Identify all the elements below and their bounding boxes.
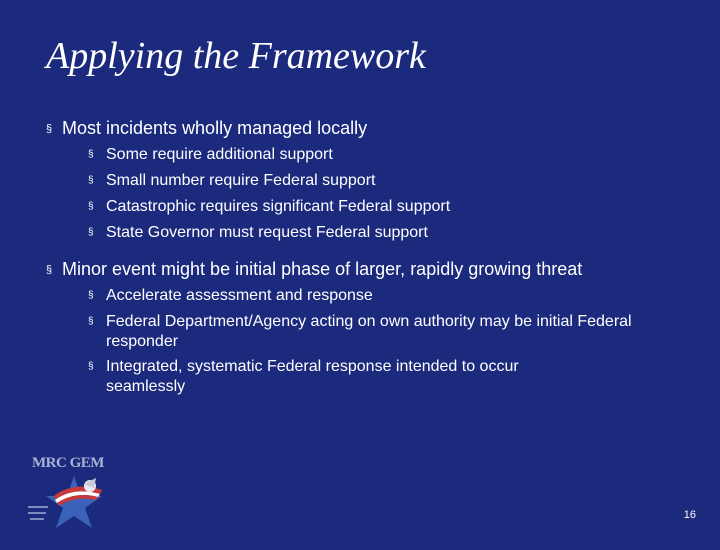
bullet-text: Minor event might be initial phase of larger, rapidly growing threat xyxy=(62,259,583,279)
bullet-text: Federal Department/Agency acting on own authority may be initial Federal responder xyxy=(106,313,632,350)
bullet-level2 xyxy=(88,197,666,217)
bullet-level2 xyxy=(88,286,666,306)
bullet-text: Integrated, systematic Federal response intended to occur seamlessly xyxy=(106,358,519,395)
eagle-icon xyxy=(84,478,96,492)
bullet-text: Catastrophic requires significant Federal support xyxy=(106,198,451,215)
bullet-marker: § xyxy=(88,201,94,212)
bullet-text: Some require additional support xyxy=(106,146,333,163)
bullet-marker: § xyxy=(88,175,94,186)
bullet-level2 xyxy=(88,145,666,165)
bullet-level2 xyxy=(88,171,666,191)
logo-small-text-icon xyxy=(28,506,48,520)
slide-title: Applying the Framework xyxy=(46,35,426,77)
mrc-gem-logo xyxy=(26,470,116,550)
bullet-marker: § xyxy=(88,149,94,160)
bullet-level2 xyxy=(88,223,666,243)
bullet-marker: § xyxy=(46,264,53,276)
bullet-marker: § xyxy=(88,290,94,301)
bullet-text: Small number require Federal support xyxy=(106,172,376,189)
bullet-level1 xyxy=(46,117,367,140)
bullet-marker: § xyxy=(88,361,94,372)
bullet-level1 xyxy=(46,258,582,281)
bullet-text: Accelerate assessment and response xyxy=(106,287,373,304)
logo-text: MRC GEM xyxy=(32,455,104,471)
bullet-text: State Governor must request Federal support xyxy=(106,224,428,241)
bullet-marker: § xyxy=(88,227,94,238)
bullet-marker: § xyxy=(46,123,53,135)
bullet-marker: § xyxy=(88,316,94,327)
bullet-level2 xyxy=(88,312,646,352)
bullet-text: Most incidents wholly managed locally xyxy=(62,118,368,138)
page-number: 16 xyxy=(683,509,696,521)
bullet-level2 xyxy=(88,357,586,397)
